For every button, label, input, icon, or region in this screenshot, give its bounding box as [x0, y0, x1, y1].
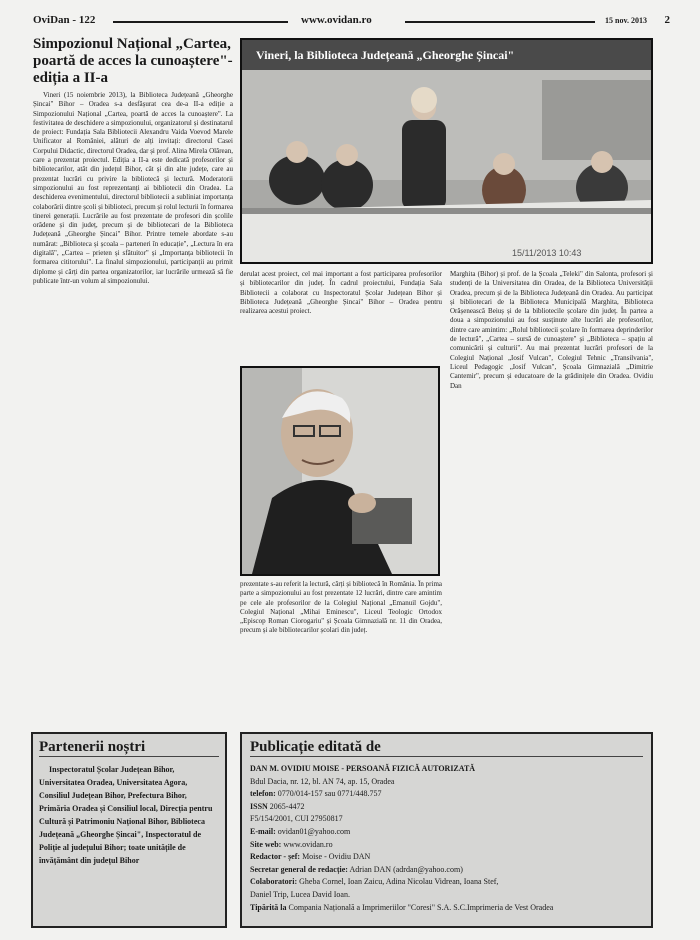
publisher-editor: Moise - Ovidiu DAN [302, 852, 371, 862]
speaker-photo [240, 366, 440, 576]
publisher-line [250, 813, 643, 826]
publication-issue: OviDan - 122 [33, 14, 96, 26]
publisher-address: Bdul Dacia, nr. 12, bl. AN 74, ap. 15, Oradea [250, 776, 395, 786]
publisher-line [250, 763, 643, 776]
event-photo-caption: Vineri, la Biblioteca Județeană „Gheorghe Șincai" [242, 40, 651, 70]
article-text-col2-top: derulat acest proiect, cel mai important a fost participarea profesorilor și bibliotecarilor din județ. În cadrul proiectului, Fundația Sala Bibliotecii a colaborat cu Inspectoratul Școlar Județean Bihor și Biblioteca Județeană „Gheorghe Șincai" Bihor – Oradea pentru realizarea acestui proiect. [240, 270, 442, 316]
header-rule-right [405, 21, 595, 23]
publisher-line: ISSN 2065-4472 [250, 801, 305, 811]
publisher-line: Redactor - șef: Moise - Ovidiu DAN [250, 852, 371, 862]
publisher-box [240, 732, 653, 928]
article-text-col3: Marghita (Bihor) și prof. de la Școala „Teleki" din Salonta, profesori și studenți de la Universitatea din Oradea, de la Biblioteca Universității Oradea, precum și de la Biblioteca Județeană din Oradea. Au participat și bibliotecari de la Biblioteca Municipală Marghita, Biblioteca Orășenească Beiuș și de la bibliotecile școlare din județ. În partea a doua a simpozionului au fost susținute alte lucrări ale profesorilor, dintre care amintim: „Rolul bibliotecii școlare în formarea deprinderilor de lectură", „Cartea – sursă de cunoaștere" și „Biblioteca – spațiu al comunicării și culturii". Au mai prezentat lucrări profesori de la Colegiul Național „Iosif Vulcan", Colegiul Tehnic „Transilvania", Liceul Pedagogic „Iosif Vulcan", Școala Gimnazială „Dimitrie Cantemir", precum și educatoare de la grădinițele din Oradea. Ovidiu Dan [450, 270, 653, 390]
event-photo [240, 38, 653, 264]
page-number: 2 [664, 14, 670, 26]
publisher-line: Colaboratori: Gheba Cornel, Ioan Zaicu, Adina Nicolau Vidrean, Ioana Stef, [250, 877, 499, 887]
article-headline: Simpozionul Național „Cartea, poartă de acces la cunoaștere"- ediția a II-a [33, 36, 233, 86]
publisher-email[interactable]: ovidan01@yahoo.com [277, 826, 351, 836]
publisher-line: Secretar general de redacție: Adrian DAN (adrdan@yahoo.com) [250, 864, 463, 874]
publisher-phone: 0770/014-157 sau 0771/448.757 [277, 789, 382, 799]
publisher-title: Publicație editată de [250, 738, 643, 757]
publisher-line [250, 889, 643, 902]
article-column-3 [450, 270, 653, 725]
publisher-secretary: Adrian DAN (adrdan@yahoo.com) [349, 864, 463, 874]
partners-box [31, 732, 227, 928]
event-photo-illustration [242, 40, 651, 262]
publisher-name: DAN M. OVIDIU MOISE - PERSOANĂ FIZICĂ AUTORIZATĂ [250, 764, 476, 773]
publisher-contributors: Gheba Cornel, Ioan Zaicu, Adina Nicolau Vidrean, Ioana Stef, [299, 877, 499, 887]
publisher-contributors-cont: Daniel Trip, Lucea David Ioan. [250, 889, 350, 899]
speaker-photo-illustration [242, 368, 438, 574]
publisher-line: Site web: www.ovidan.ro [250, 839, 333, 849]
issue-date: 15 nov. 2013 [605, 16, 648, 25]
article-column-1 [33, 36, 233, 726]
header-rule-left [113, 21, 288, 23]
publisher-printer: Compania Națională a Imprimeriilor "Coresi" S.A. S.C.Imprimeria de Vest Oradea [288, 902, 554, 912]
publisher-website[interactable]: www.ovidan.ro [283, 839, 333, 849]
publisher-line [250, 776, 643, 789]
partners-list: Inspectoratul Școlar Județean Bihor, Universitatea Oradea, Universitatea Agora, Consiliul Județean Bihor, Prefectura Bihor, Primăria Oradea și Consiliul local, Direcția pentru Cultură și Patrimoniu Național Bihor, Biblioteca Județeană „Gheorghe Șincai", Inspectoratul de Poliție al județului Bihor; toate unitățile de învățământ din județul Bihor [39, 765, 213, 865]
publisher-line: Tipărită la Compania Națională a Imprimeriilor "Coresi" S.A. S.C.Imprimeria de Vest Oradea [250, 902, 554, 912]
article-column-2-bottom [240, 580, 442, 725]
website-label: www.ovidan.ro [301, 14, 372, 26]
publisher-info [250, 763, 643, 914]
article-text-col2-bottom: prezentate s-au referit la lectură, cărți și bibliotecă în România. În prima parte a simpozionului au fost prezentate 12 lucrări, dintre care amintim pe cele ale profesorilor de la Colegiul Național „Emanuil Gojdu", Colegiul Național „Mihai Eminescu", Liceul Teologic Ortodox „Episcop Roman Ciorogariu" și Școala Gimnazială nr. 11 din Oradea, precum și ale bibliotecarilor școlari din județ. [240, 580, 442, 635]
article-text-col1: Vineri (15 noiembrie 2013), la Biblioteca Județeană „Gheorghe Șincai" Bihor – Oradea s-a desfășurat cea de-a II-a ediție a Simpozionului Național „Cartea, poartă de acces la cunoaștere". La festivitatea de deschidere a simpozionului, organizatorul și destinatarul de proiect: Fundația Sala Bibliotecii Alexandru Vaida Voevod Marele Unificator al României, alături de alți invitați: directorul Casei Corpului Didactic, directorul Oradea, dar și prof. Alina Mirela Olărean, care a prezentat proiectul. Ediția a II-a este dedicată profesorilor și bibliotecarilor, atât din județul Bihor, cât și din alte județe, care au prezentat lucrări cu privire la bibliotecă și lectură. Moderatorii simpozionului au fost reprezentanți ai bibliotecii din Oradea. La deschiderea evenimentului, directorul bibliotecii a subliniat importanța colaborării dintre școli și biblioteci, precum și rolul lecturii în formarea tinerei generații. Lucrările au fost prezentate de profesori din școlile orădene și din județ, precum și de bibliotecari de la Biblioteca Județeană „Gheorghe Șincai" Bihor. Printre temele abordate s-au numărat: „Biblioteca și școala – parteneri în educație", „Lectura în era digitală", „Cartea – prieten și sfătuitor" și „Importanța bibliotecii în formarea cititorului". La finalul simpozionului, participanții au primit diplome și cărți din partea organizatorilor, iar lucrările urmează să fie publicate într-un volum al simpozionului. [33, 91, 233, 285]
publisher-registration: F5/154/2001, CUI 27950817 [250, 814, 343, 824]
partners-title: Partenerii noștri [39, 738, 219, 757]
publisher-line: telefon: 0770/014-157 sau 0771/448.757 [250, 789, 382, 799]
running-header [33, 14, 670, 28]
publisher-line: E-mail: ovidan01@yahoo.com [250, 826, 351, 836]
article-column-2-top [240, 270, 442, 362]
publisher-issn: 2065-4472 [269, 801, 305, 811]
photo-timestamp: 15/11/2013 10:43 [512, 248, 582, 258]
